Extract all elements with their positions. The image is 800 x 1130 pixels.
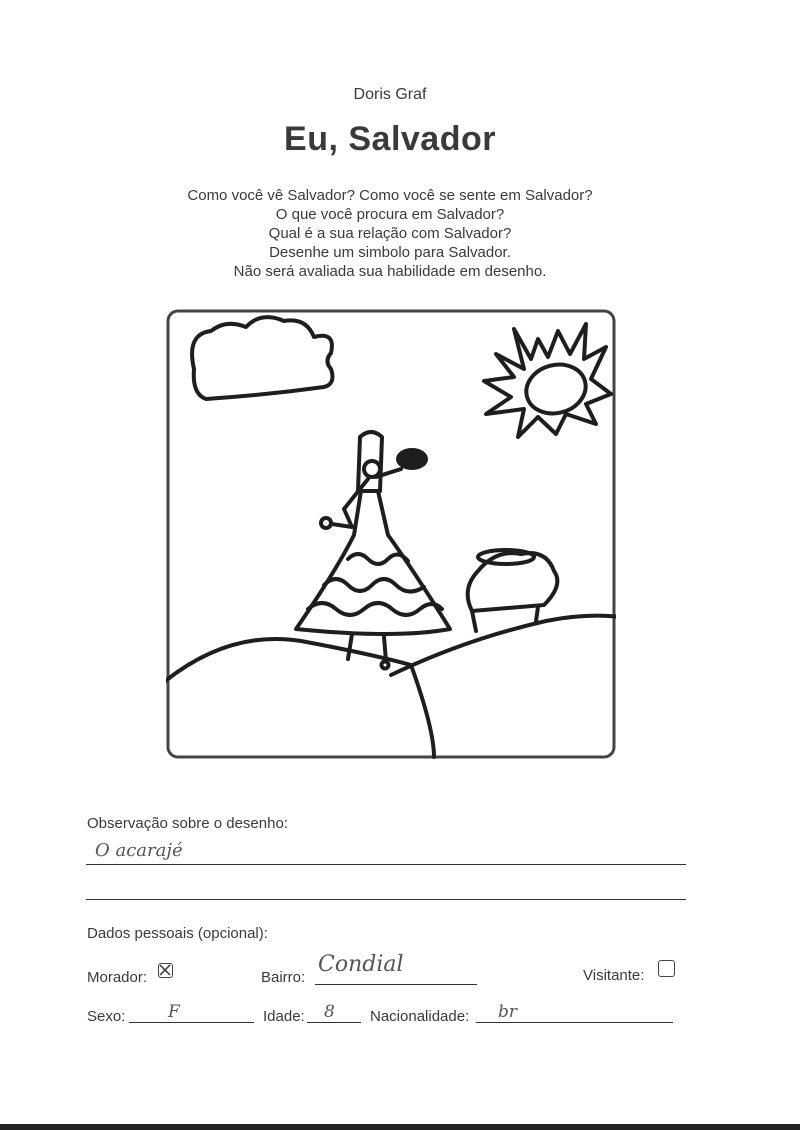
sexo-label: Sexo: <box>87 1008 126 1025</box>
drawing-frame <box>166 309 616 759</box>
author-name: Doris Graf <box>353 86 427 103</box>
visitante-checkbox[interactable] <box>658 960 675 977</box>
personal-data-label: Dados pessoais (opcional): <box>87 925 268 942</box>
page-title: Eu, Salvador <box>284 120 496 158</box>
question-line: Desenhe um simbolo para Salvador. <box>269 244 511 261</box>
baiana-figure-icon <box>296 432 450 669</box>
observation-line-1 <box>86 864 686 865</box>
hill-right <box>391 616 616 675</box>
question-line: Não será avaliada sua habilidade em desenho. <box>233 263 547 280</box>
question-line: O que você procura em Salvador? <box>275 206 505 223</box>
observation-line-2 <box>86 899 686 900</box>
morador-checkbox[interactable] <box>158 963 173 978</box>
check-x-icon <box>159 964 171 976</box>
nacionalidade-label: Nacionalidade: <box>370 1008 470 1025</box>
hill-left <box>166 639 434 757</box>
questions-block <box>0 186 780 281</box>
bairro-line <box>315 984 477 985</box>
sexo-value[interactable]: F <box>168 1002 180 1022</box>
bairro-value[interactable]: Condial <box>318 952 404 977</box>
bairro-label: Bairro: <box>261 969 306 986</box>
idade-label: Idade: <box>263 1008 305 1025</box>
question-line: Qual é a sua relação com Salvador? <box>268 225 512 242</box>
morador-label: Morador: <box>87 969 148 986</box>
scan-edge <box>0 1124 800 1130</box>
nacionalidade-value[interactable]: br <box>498 1002 518 1022</box>
question-line: Como você vê Salvador? Como você se sente em Salvador? <box>187 187 593 204</box>
sexo-line <box>129 1022 254 1023</box>
observation-label: Observação sobre o desenho: <box>87 815 288 832</box>
pot-icon <box>468 550 558 631</box>
observation-value[interactable]: O acarajé <box>95 840 183 861</box>
idade-line <box>307 1022 361 1023</box>
cloud-icon <box>192 317 332 399</box>
visitante-label: Visitante: <box>583 967 645 984</box>
sun-icon <box>484 324 611 437</box>
idade-value[interactable]: 8 <box>324 1002 335 1022</box>
nacionalidade-line <box>476 1022 673 1023</box>
